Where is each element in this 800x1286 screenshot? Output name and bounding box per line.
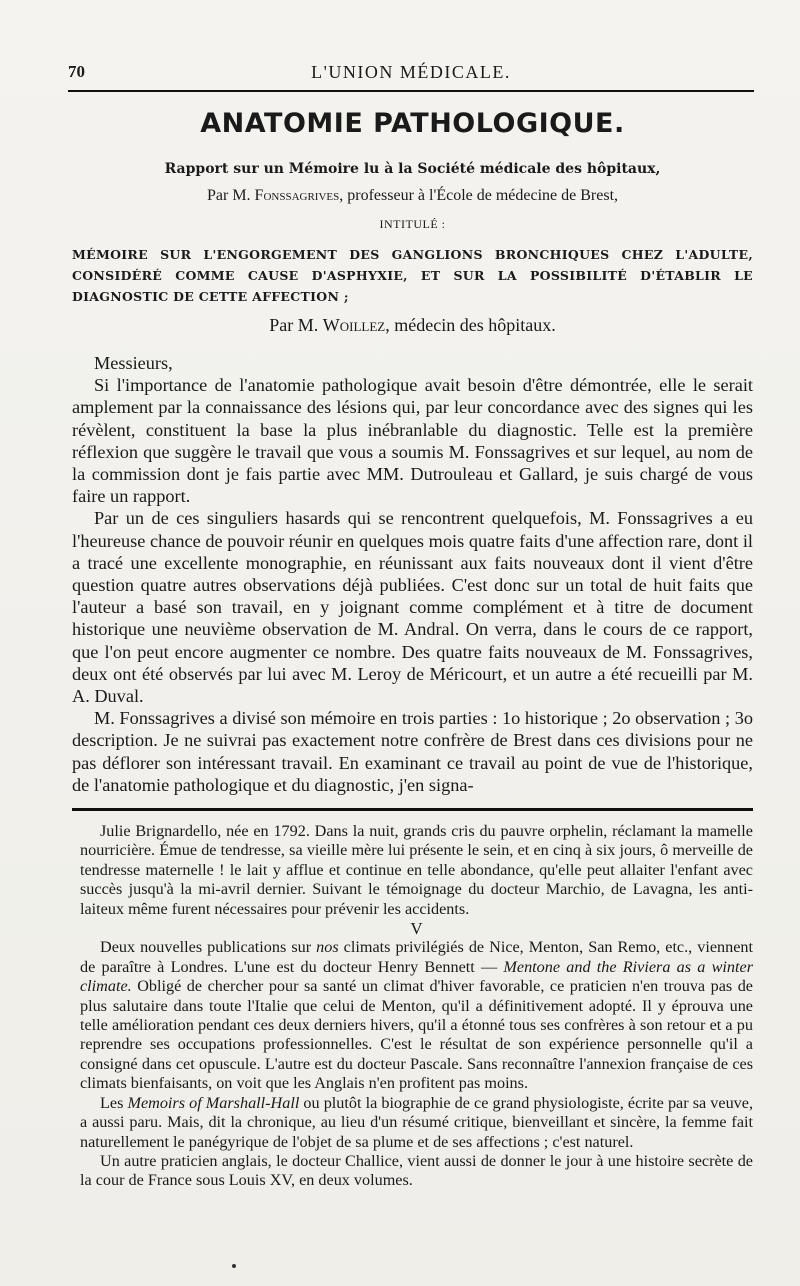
feuilleton-paragraph xyxy=(80,938,753,1093)
book-title: Mentone and the Riviera as a winter climate. xyxy=(80,957,753,996)
page-number: 70 xyxy=(68,62,85,81)
author-name: Fonssagrives xyxy=(254,187,340,204)
author-affiliation: , professeur à l'École de médecine de Brest, xyxy=(339,187,619,204)
text-run: Les xyxy=(100,1093,128,1112)
feuilleton-paragraph: Julie Brignardello, née en 1792. Dans la nuit, grands cris du pauvre orphelin, réclamant la mamelle nourricière. Émue de tendresse, sa vieille mère lui présente le sein, et en cinq à six jours, ô merveille de tendresse maternelle ! le lait y afflue et continue en telle abondance, qu'elle peut allaiter l'enfant avec succès jusqu'à la mi-avril dernier. Suivant le témoignage du docteur Marchio, de Lavagna, les anti-laiteux même furent nécessaires pour prévenir les accidents. xyxy=(80,822,753,918)
header-rule xyxy=(68,90,754,92)
memoire-title: MÉMOIRE SUR L'ENGORGEMENT DES GANGLIONS BRONCHIQUES CHEZ L'ADULTE, CONSIDÉRÉ COMME CAUSE D'ASPHYXIE, ET SUR LA POSSIBILITÉ D'ÉTABLIR LE DIAGNOSTIC DE CETTE AFFECTION ; xyxy=(72,247,753,304)
paragraph: Par un de ces singuliers hasards qui se rencontrent quelquefois, M. Fonssagrives a eu l'heureuse chance de pouvoir réunir en quelques mois quatre faits d'une affection rare, dont il a tracé une excellente monographie, en réunissant aux faits nouveaux dont il vient d'être question quatre autres observations déjà publiées. C'est donc sur un total de huit faits que l'auteur a basé son travail, en y joignant comme complément et à titre de document historique une neuvième observation de M. Andral. On verra, dans le cours de ce rapport, que l'on peut encore augmenter ce nombre. Des quatre faits nouveaux de M. Fonssagrives, deux ont été observés par lui avec M. Leroy de Méricourt, et un autre a été recueilli par M. A. Duval. xyxy=(72,508,753,707)
par-prefix: Par M. xyxy=(206,187,251,204)
journal-title: L'UNION MÉDICALE. xyxy=(311,62,511,82)
body-text xyxy=(72,352,753,796)
text-run: Deux nouvelles publications sur xyxy=(100,938,317,957)
book-title: Memoirs of Marshall-Hall xyxy=(127,1093,300,1112)
feuilleton-paragraph xyxy=(80,1094,753,1152)
section-title: ANATOMIE PATHOLOGIQUE. xyxy=(200,108,625,139)
rapporteur-name: Woillez xyxy=(322,315,386,335)
paragraph: Si l'importance de l'anatomie pathologique avait besoin d'être démontrée, elle le serait amplement par la connaissance des lésions qui, par leur concordance avec des signes qui les révèlent, constituent la base la plus inébranlable du diagnostic. Telle est la première réflexion que suggère le travail que vous a soumis M. Fonssagrives et sur lequel, au nom de la commission dont je fais partie avec MM. Dutrouleau et Gallard, je suis chargé de vous faire un rapport. xyxy=(72,375,753,507)
text-run: Obligé de chercher pour sa santé un climat d'hiver favorable, ce praticien n'en trouva pas de plus salutaire dans toute l'Italie que celui de Menton, qu'il a définitivement adopté. Il y éprouva une telle amélioration pendant ces deux derniers hivers, qu'il a étonné tous ses confrères à son retour et a pu reprendre ses occupations professionnelles. C'est le résultat de son expérience personnelle qu'il a consigné dans cet opuscule. L'autre est du docteur Pascale. Sans reconnaître l'annexion française de ces climats bienfaisants, on voit que les Anglais n'en profitent pas moins. xyxy=(80,977,753,1093)
running-header xyxy=(68,56,754,96)
paragraph: M. Fonssagrives a divisé son mémoire en trois parties : 1o historique ; 2o observation ; 3o description. Je ne suivrai pas exactement notre confrère de Brest dans ces divisions pour ne pas déflorer son intéressant travail. En examinant ce travail au point de vue de l'historique, de l'anatomie pathologique et du diagnostic, j'en signa- xyxy=(72,708,753,795)
par-prefix-2: Par M. xyxy=(269,315,319,335)
rapporteur-affiliation: , médecin des hôpitaux. xyxy=(385,315,556,335)
feuilleton-rule xyxy=(72,808,753,811)
text-run: ou plutôt la biographie de ce grand physiologiste, écrite par sa veuve, a aussi paru. Mais, dit la chronique, au lieu d'un résumé critique, bienveillant et sincère, la femme fait naturellement le panégyrique de l'objet de sa plume et de ses affections ; c'est naturel. xyxy=(80,1093,753,1151)
feuilleton-paragraph: Un autre praticien anglais, le docteur Challice, vient aussi de donner le jour à une histoire secrète de la cour de France sous Louis XV, en deux volumes. xyxy=(80,1151,753,1190)
section-numeral: V xyxy=(410,919,423,939)
author-line-1 xyxy=(72,187,753,205)
salutation: Messieurs, xyxy=(94,353,173,373)
article xyxy=(72,108,753,796)
report-line: Rapport sur un Mémoire lu à la Société médicale des hôpitaux, xyxy=(164,161,661,177)
print-mark xyxy=(232,1264,236,1268)
text-run: climats privilégiés de Nice, Menton, San Remo, etc., viennent de paraître à Londres. L'une est du docteur Henry Bennett — xyxy=(80,938,753,976)
intitule-label: INTITULÉ : xyxy=(379,217,446,231)
feuilleton xyxy=(80,822,753,1191)
author-line-2 xyxy=(72,315,753,336)
italic-run: nos xyxy=(316,938,339,957)
